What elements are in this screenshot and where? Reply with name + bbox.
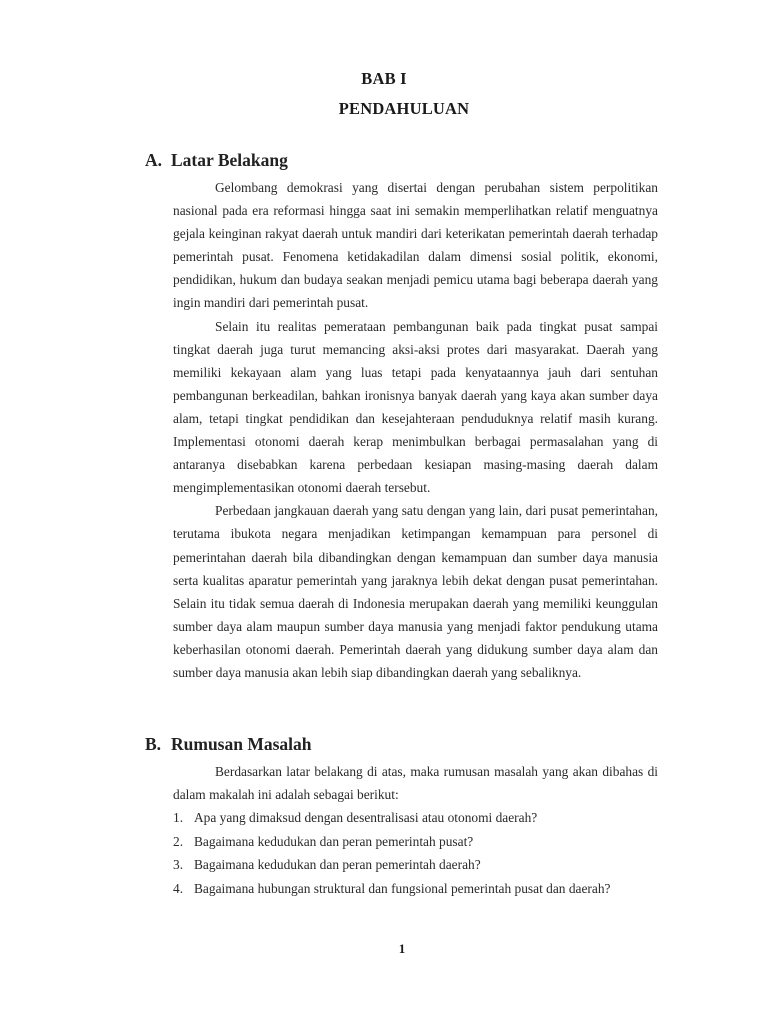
list-text: Bagaimana kedudukan dan peran pemerintah pusat?: [194, 833, 474, 849]
list-item: [173, 853, 658, 877]
chapter-number: BAB I: [361, 69, 407, 88]
paragraph: Berdasarkan latar belakang di atas, maka rumusan masalah yang akan dibahas di dalam makalah ini adalah sebagai berikut:: [173, 764, 658, 803]
section-heading-rumusan-masalah: [145, 734, 312, 755]
list-item: [173, 830, 658, 854]
section-title: Latar Belakang: [171, 150, 288, 170]
list-number: 2.: [173, 833, 184, 849]
question-list: [173, 806, 658, 900]
list-number: 3.: [173, 857, 184, 873]
list-item: [173, 877, 658, 901]
section-body-latar-belakang: [173, 176, 658, 684]
list-text: Bagaimana hubungan struktural dan fungsional pemerintah pusat dan daerah?: [194, 880, 611, 896]
list-number: 4.: [173, 880, 184, 896]
paragraph: Selain itu realitas pemerataan pembangunan baik pada tingkat pusat sampai tingkat daerah juga turut memancing aksi-aksi protes dari masyarakat. Daerah yang memiliki kekayaan alam yang luas tetapi pada kenyataannya jauh dari sentuhan pembangunan berkeadilan, bahkan ironisnya banyak daerah yang kaya akan sumber daya alam, tetapi tingkat pendidikan dan kesejahteraan penduduknya relatif masih kurang. Implementasi otonomi daerah kerap menimbulkan berbagai permasalahan yang di antaranya disebabkan karena perbedaan kesiapan masing-masing daerah dalam mengimplementasikan otonomi daerah tersebut.: [173, 318, 658, 496]
section-body-rumusan-masalah: [173, 760, 658, 901]
section-heading-latar-belakang: [145, 150, 288, 171]
section-letter: A.: [145, 150, 163, 170]
list-text: Bagaimana kedudukan dan peran pemerintah daerah?: [194, 857, 481, 873]
section-letter: B.: [145, 734, 162, 754]
list-item: [173, 806, 658, 830]
paragraph: Perbedaan jangkauan daerah yang satu dengan yang lain, dari pusat pemerintahan, terutama ibukota negara menjadikan ketimpangan kemampuan para personel di pemerintahan daerah bila dibandingkan dengan kemampuan dan sumber daya manusia serta kualitas aparatur pemerintah yang jaraknya lebih dekat dengan pusat pemerintahan. Selain itu tidak semua daerah di Indonesia merupakan daerah yang memiliki keunggulan sumber daya alam maupun sumber daya manusia yang menjadi faktor pendukung utama keberhasilan otonomi daerah. Pemerintah daerah yang didukung sumber daya alam dan sumber daya manusia akan lebih siap dibandingkan daerah yang sebaliknya.: [173, 503, 658, 680]
paragraph: Gelombang demokrasi yang disertai dengan perubahan sistem perpolitikan nasional pada era reformasi hingga saat ini semakin memperlihatkan relatif menguatnya gejala keinginan rakyat daerah untuk mandiri dari keterikatan pemerintah daerah terhadap pemerintah pusat. Fenomena ketidakadilan dalam dimensi sosial politik, ekonomi, pendidikan, hukum dan budaya seakan menjadi pemicu utama bagi beberapa daerah yang ingin mandiri dari pemerintah pusat.: [173, 180, 658, 311]
list-text: Apa yang dimaksud dengan desentralisasi atau otonomi daerah?: [194, 810, 538, 826]
section-title: Rumusan Masalah: [171, 734, 312, 754]
list-number: 1.: [173, 810, 184, 826]
page-number: 1: [398, 941, 406, 956]
chapter-title: PENDAHULUAN: [338, 99, 470, 118]
